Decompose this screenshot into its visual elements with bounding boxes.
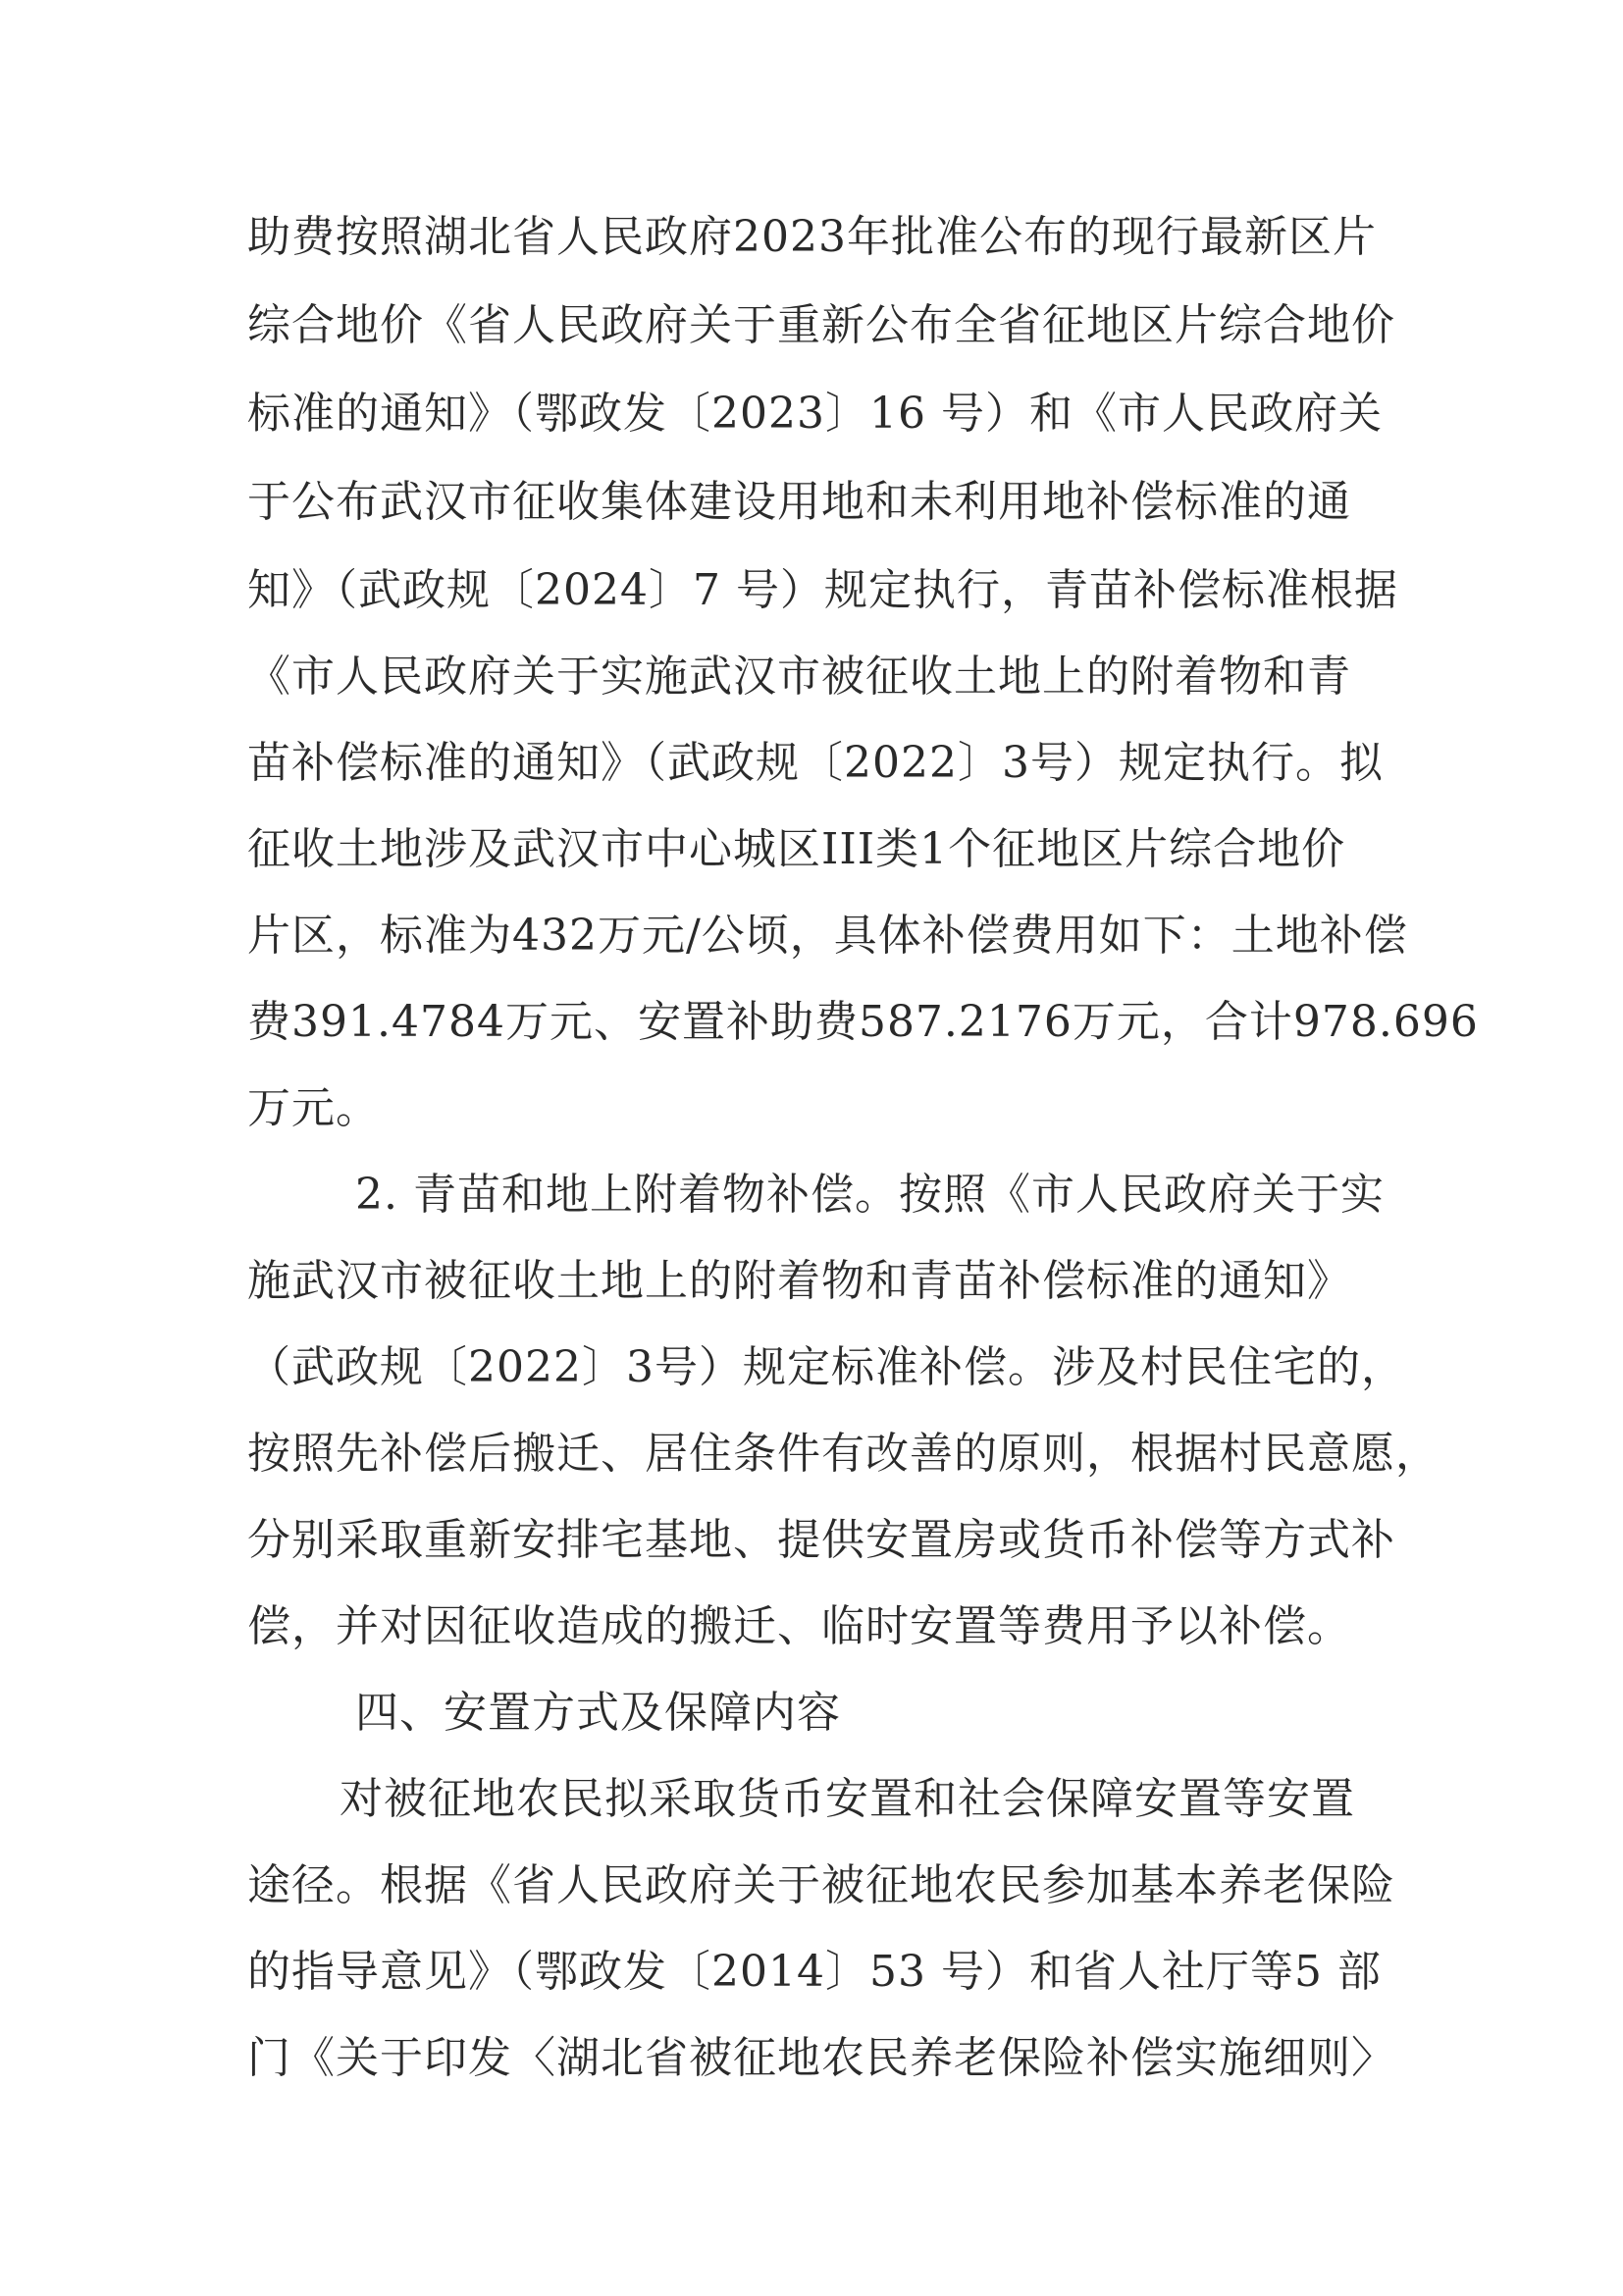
text-line: 分别采取重新安排宅基地、提供安置房或货币补偿等方式补 <box>247 1515 1395 1565</box>
text-line: 片区，标准为432万元/公顷，具体补偿费用如下：土地补偿 <box>247 911 1408 961</box>
section-heading: 四、安置方式及保障内容 <box>355 1688 841 1738</box>
text-line: 万元。 <box>247 1083 380 1133</box>
paragraph-start-line: 对被征地农民拟采取货币安置和社会保障安置等安置 <box>340 1774 1355 1824</box>
text-line: 《市人民政府关于实施武汉市被征收土地上的附着物和青 <box>247 652 1351 702</box>
text-line: 门《关于印发〈湖北省被征地农民养老保险补偿实施细则〉 <box>247 2033 1395 2083</box>
text-line: 征收土地涉及武汉市中心城区III类1个征地区片综合地价 <box>247 824 1346 874</box>
text-line: 综合地价《省人民政府关于重新公布全省征地区片综合地价 <box>247 300 1395 350</box>
text-line: 按照先补偿后搬迁、居住条件有改善的原则，根据村民意愿， <box>247 1429 1440 1479</box>
text-line: 苗补偿标准的通知》（武政规〔2022〕3号）规定执行。拟 <box>247 738 1384 788</box>
text-line: 知》（武政规〔2024〕7 号）规定执行，青苗补偿标准根据 <box>247 565 1398 615</box>
text-line: （武政规〔2022〕3号）规定标准补偿。涉及村民住宅的， <box>247 1342 1405 1392</box>
text-line: 的指导意见》（鄂政发〔2014〕53 号）和省人社厅等5 部 <box>247 1947 1382 1997</box>
text-line: 施武汉市被征收土地上的附着物和青苗补偿标准的通知》 <box>247 1256 1351 1306</box>
text-line: 途径。根据《省人民政府关于被征地农民参加基本养老保险 <box>247 1860 1395 1910</box>
text-line: 偿，并对因征收造成的搬迁、临时安置等费用予以补偿。 <box>247 1601 1351 1651</box>
text-line: 助费按照湖北省人民政府2023年批准公布的现行最新区片 <box>247 212 1377 262</box>
text-line: 费391.4784万元、安置补助费587.2176万元，合计978.696 <box>247 997 1479 1047</box>
text-line: 标准的通知》（鄂政发〔2023〕16 号）和《市人民政府关 <box>247 389 1383 439</box>
paragraph-start-line: 2. 青苗和地上附着物补偿。按照《市人民政府关于实 <box>355 1170 1385 1220</box>
text-line: 于公布武汉市征收集体建设用地和未利用地补偿标准的通 <box>247 477 1351 527</box>
